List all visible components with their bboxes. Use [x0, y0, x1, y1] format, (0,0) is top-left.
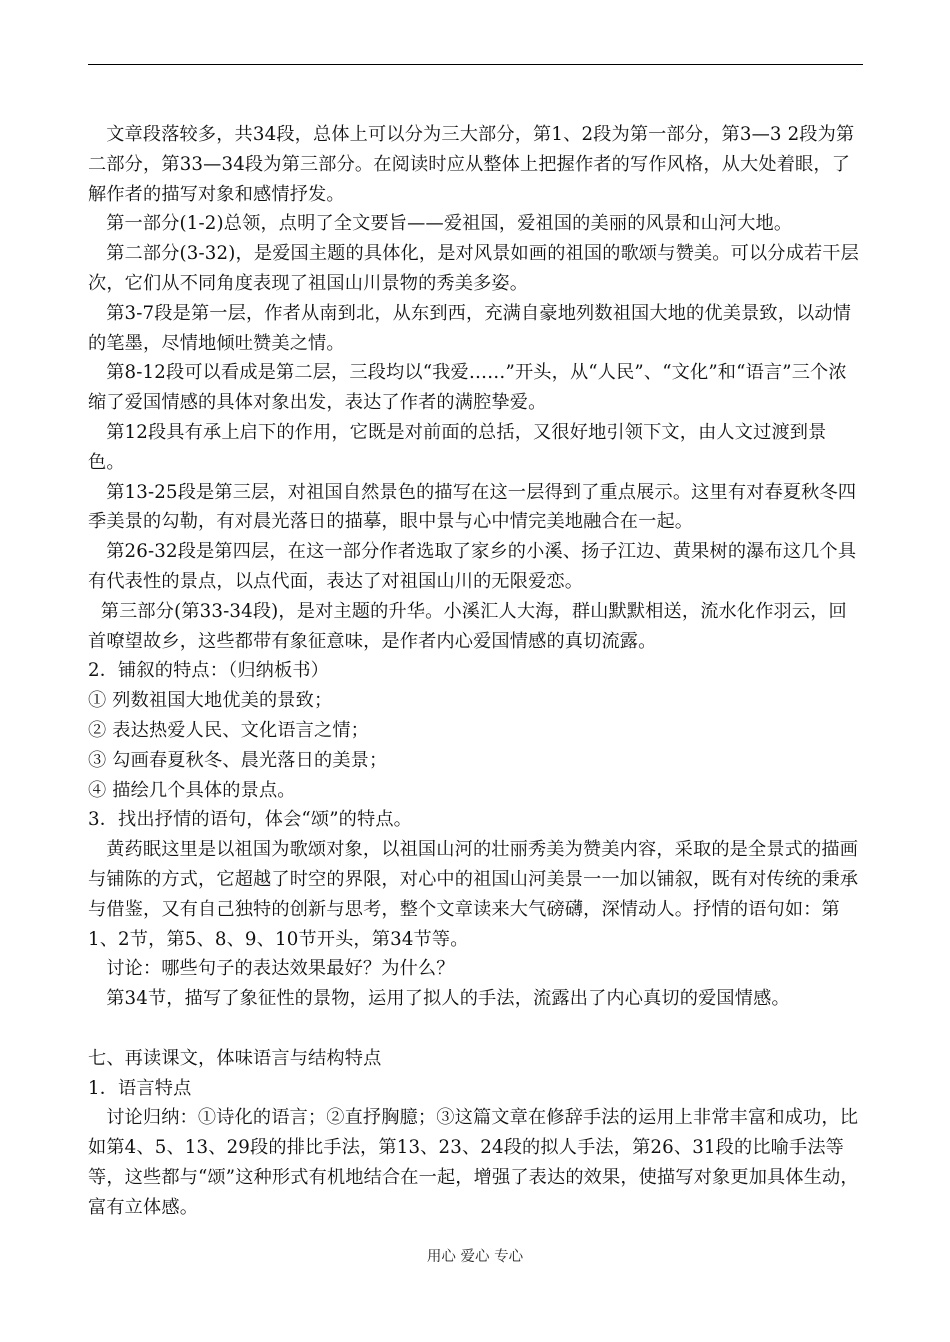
body-paragraph: 第3-7段是第一层，作者从南到北，从东到西，充满自豪地列数祖国大地的优美景致，以动情的笔墨，尽情地倾吐赞美之情。 — [88, 302, 852, 354]
document-body — [88, 120, 863, 1222]
body-paragraph: 第二部分(3-32)，是爱国主题的具体化，是对风景如画的祖国的歌颂与赞美。可以分成若干层次，它们从不同角度表现了祖国山川景物的秀美多姿。 — [88, 243, 859, 294]
list-item: ① 列数祖国大地优美的景致； — [88, 690, 333, 712]
body-paragraph: 第13-25段是第三层，对祖国自然景色的描写在这一层得到了重点展示。这里有对春夏秋冬四季美景的勾勒，有对晨光落日的描摹，眼中景与心中情完美地融合在一起。 — [88, 481, 857, 533]
section-heading: 3．找出抒情的语句，体会“颂”的特点。 — [88, 809, 413, 831]
page-footer: 用心 爱心 专心 — [426, 1249, 524, 1265]
body-paragraph: 文章段落较多，共34段，总体上可以分为三大部分，第1、2段为第一部分，第3—3 2段为第二部分，第33—34段为第三部分。在阅读时应从整体上把握作者的写作风格，从大处着眼，了解作者的描写对象和感情抒发。 — [88, 124, 855, 205]
list-item: ② 表达热爱人民、文化语言之情； — [88, 719, 369, 741]
body-paragraph: 第三部分(第33-34段)，是对主题的升华。小溪汇人大海，群山默默相送，流水化作羽云，回首嘹望故乡，这些都带有象征意味，是作者内心爱国情感的真切流露。 — [88, 600, 847, 652]
section-heading: 1．语言特点 — [88, 1077, 192, 1099]
body-paragraph: 第一部分(1-2)总领，点明了全文要旨——爱祖国，爱祖国的美丽的风景和山河大地。 — [106, 213, 793, 235]
header-rule — [88, 64, 863, 65]
body-paragraph: 黄药眠这里是以祖国为歌颂对象，以祖国山河的壮丽秀美为赞美内容，采取的是全景式的描画与铺陈的方式，它超越了时空的界限，对心中的祖国山河美景一一加以铺叙，既有对传统的秉承与借鉴，又有自己独特的创新与思考，整个文章读来大气磅礴，深情动人。抒情的语句如：第1、2节，第5、8、9、10节开头，第34节等。 — [88, 839, 859, 950]
list-item: ④ 描绘几个具体的景点。 — [88, 779, 296, 801]
body-paragraph: 第12段具有承上启下的作用，它既是对前面的总括，又很好地引领下文，由人文过渡到景色。 — [88, 421, 827, 473]
body-paragraph: 第8-12段可以看成是第二层，三段均以“我爱……”开头，从“人民”、“文化”和“语言”三个浓缩了爱国情感的具体对象出发，表达了作者的满腔挚爱。 — [88, 362, 847, 414]
blank-line — [88, 1014, 863, 1044]
body-paragraph: 第34节，描写了象征性的景物，运用了拟人的手法，流露出了内心真切的爱国情感。 — [106, 988, 790, 1010]
body-paragraph: 第26-32段是第四层，在这一部分作者选取了家乡的小溪、扬子江边、黄果树的瀑布这几个具有代表性的景点，以点代面，表达了对祖国山川的无限爱恋。 — [88, 541, 857, 592]
list-item: ③ 勾画春夏秋冬、晨光落日的美景； — [88, 749, 388, 771]
section-heading: 2．铺叙的特点：（归纳板书） — [88, 660, 330, 682]
body-paragraph: 讨论：哪些句子的表达效果最好？为什么？ — [106, 958, 455, 980]
chapter-heading: 七、再读课文，体味语言与结构特点 — [88, 1047, 382, 1069]
body-paragraph: 讨论归纳：①诗化的语言；②直抒胸臆；③这篇文章在修辞手法的运用上非常丰富和成功，比如第4、5、13、29段的排比手法，第13、23、24段的拟人手法，第26、31段的比喻手法等等，这些都与“颂”这种形式有机地结合在一起，增强了表达的效果，使描写对象更加具体生动，富有立体感。 — [88, 1107, 859, 1218]
